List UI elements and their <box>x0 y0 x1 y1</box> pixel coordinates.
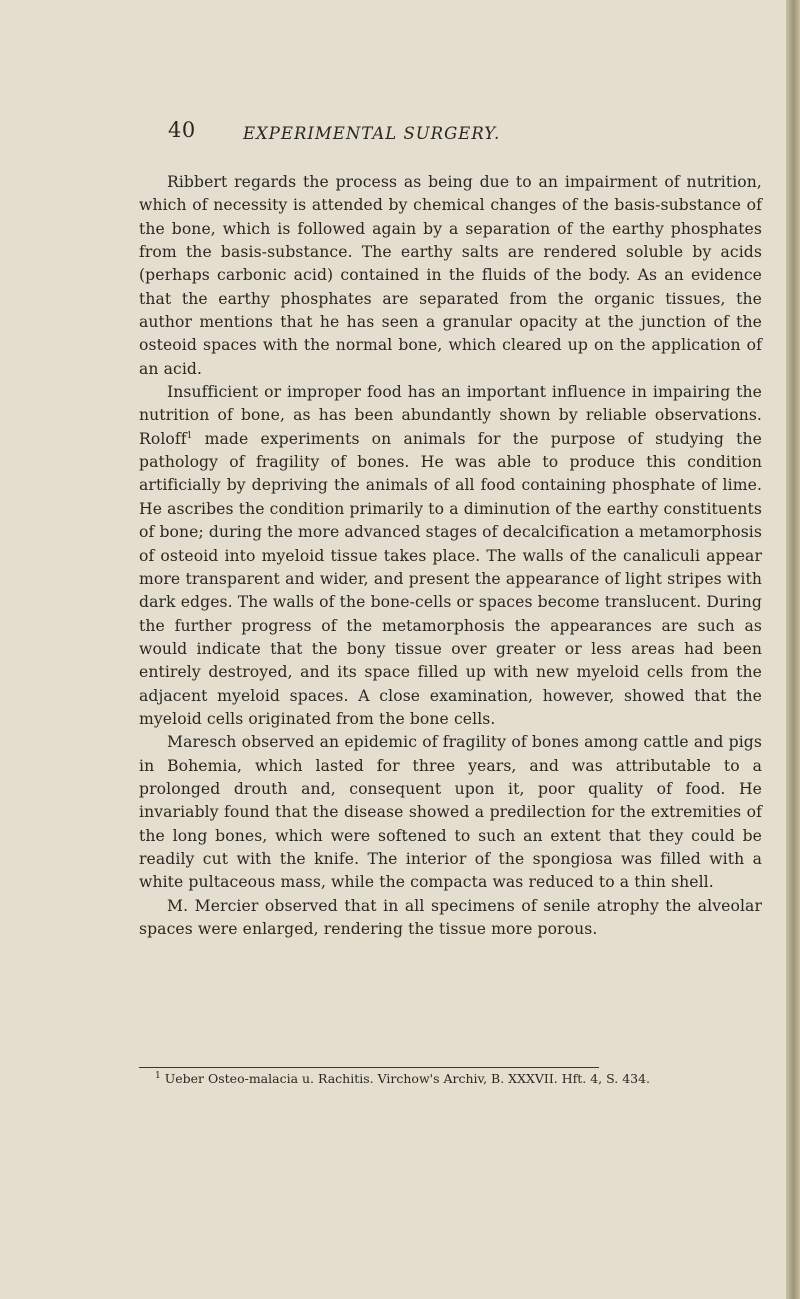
paragraph-roloff-text-end: made experiments on animals for the purpose of studying the pathology of fragility of bones. He was able to produce this condition artificially by depriving the animals of all food containing phosphate of lime. He ascribes the condition primarily to a diminution of the earthy constituents of bone; during the more advanced stages of decalcification a metamorphosis of osteoid into myeloid tissue takes place. The walls of the canaliculi appear more transparent and wider, and present the appearance of light stripes with dark edges. The walls of the bone-cells or spaces become translucent. During the further progress of the metamorphosis the appearances are such as would indicate that the bony tissue over greater or less areas had been entirely destroyed, and its space filled up with new myeloid cells from the adjacent myeloid spaces. A close examination, however, showed that the myeloid cells originated from the bone cells. <box>139 429 762 728</box>
running-head: EXPERIMENTAL SURGERY. <box>243 124 501 143</box>
paragraph-mercier: M. Mercier observed that in all specimens of senile atrophy the alveolar spaces were enlarged, rendering the tissue more porous. <box>139 896 762 938</box>
paragraph-roloff <box>139 381 762 731</box>
body-text <box>139 171 762 941</box>
paragraph-maresch: Maresch observed an epidemic of fragility of bones among cattle and pigs in Bohemia, which lasted for three years, and was attributable to a prolonged drouth and, consequent upon it, poor quality of food. He invariably found that the disease showed a predilection for the extremities of the long bones, which were softened to such an extent that they could be readily cut with the knife. The interior of the spongiosa was filled with a white pultaceous mass, while the compacta was reduced to a thin shell. <box>139 733 762 892</box>
page-edge-shadow <box>786 0 800 1299</box>
footnote-text: Ueber Osteo-malacia u. Rachitis. Virchow's Archiv, B. XXXVII. Hft. 4, S. 434. <box>164 1071 651 1086</box>
footnote-marker: 1 <box>155 1070 161 1081</box>
page-number: 40 <box>168 118 196 142</box>
footnote-reference: 1 <box>186 430 193 441</box>
page-header <box>0 118 786 148</box>
footnote-rule <box>139 1067 599 1068</box>
paragraph-ribbert: Ribbert regards the process as being due to an impairment of nutrition, which of necessity is attended by chemical changes of the basis-substance of the bone, which is followed again by a separation of the earthy phosphates from the basis-substance. The earthy salts are rendered soluble by acids (perhaps carbonic acid) contained in the fluids of the body. As an evidence that the earthy phosphates are separated from the organic tissues, the author mentions that he has seen a granular opacity at the junction of the osteoid spaces with the normal bone, which cleared up on the application of an acid. <box>139 173 762 378</box>
paragraph-roloff-text-start: Insufficient or improper food has an important influence in impairing the nutrition of bone, as has been abundantly shown by reliable observations. Roloff <box>139 383 762 448</box>
footnote <box>139 1069 762 1089</box>
